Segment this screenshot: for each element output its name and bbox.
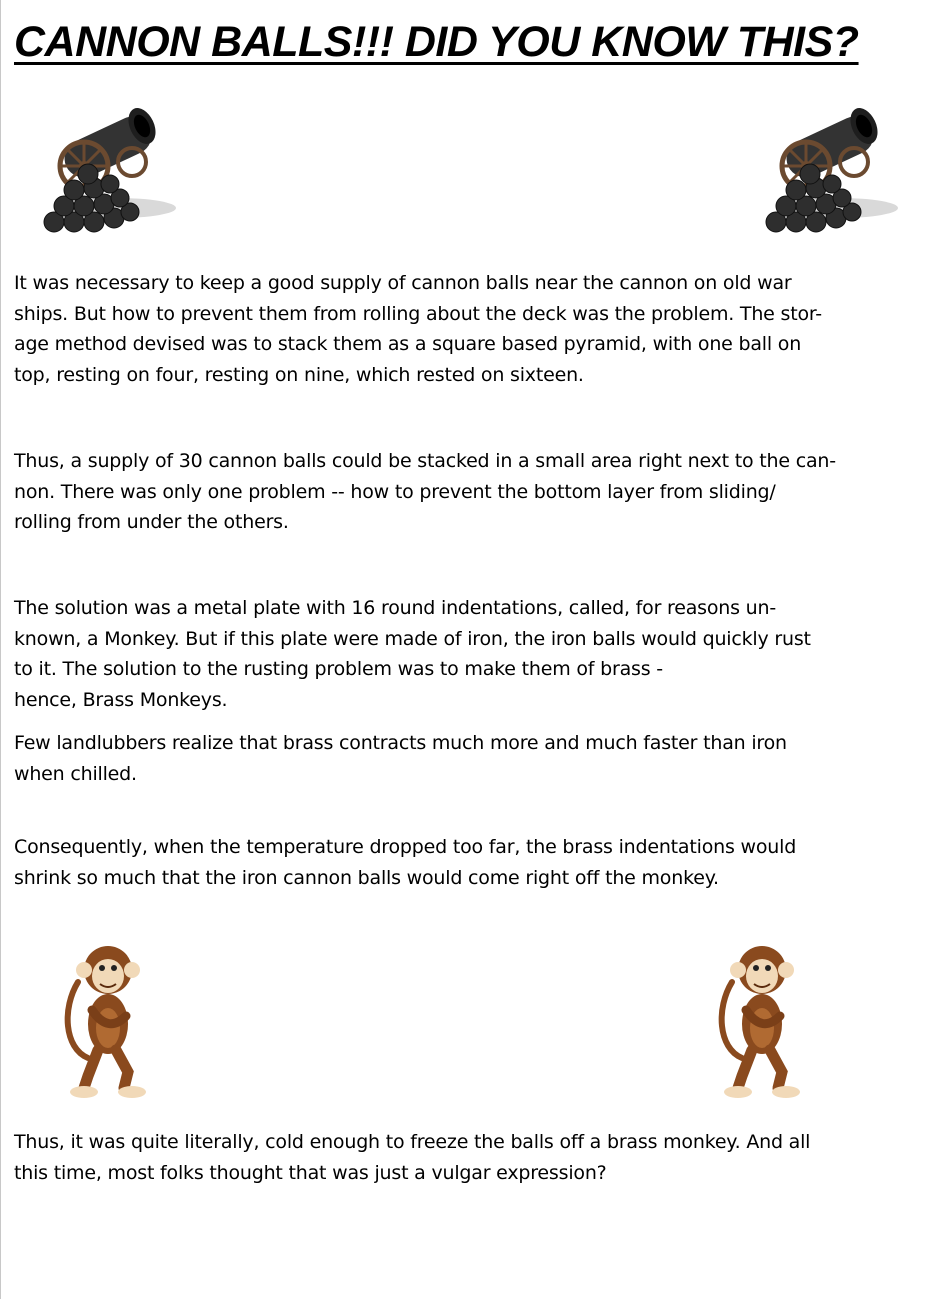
paragraph-brass (14, 728, 926, 789)
paragraph-supply (14, 446, 926, 538)
text-line: top, resting on four, resting on nine, which rested on sixteen. (14, 363, 584, 386)
text-line: shrink so much that the iron cannon balls would come right off the monkey. (14, 866, 719, 889)
paragraph-storage (14, 268, 926, 390)
paragraph-consequence (14, 832, 926, 893)
text-line: to it. The solution to the rusting problem was to make them of brass - (14, 658, 663, 680)
text-line: rolling from under the others. (14, 511, 289, 533)
text-line: known, a Monkey. But if this plate were made of iron, the iron balls would quickly rust (14, 627, 811, 650)
text-line: ships. But how to prevent them from rolling about the deck was the problem. The stor- (14, 302, 822, 325)
text-line: Consequently, when the temperature dropped too far, the brass indentations would (14, 836, 797, 858)
text-line: hence, Brass Monkeys. (14, 688, 228, 711)
cannon-illustration-right (762, 104, 902, 238)
monkey-icon (68, 946, 146, 1098)
monkey-icon (722, 946, 800, 1098)
text-line: Thus, it was quite literally, cold enough to freeze the balls off a brass monkey. And all (14, 1131, 811, 1153)
page-left-border (0, 0, 1, 1299)
text-line: age method devised was to stack them as a square based pyramid, with one ball on (14, 333, 802, 355)
text-line: Few landlubbers realize that brass contracts much more and much faster than iron (14, 732, 787, 754)
text-line: It was necessary to keep a good supply of cannon balls near the cannon on old war (14, 272, 792, 294)
monkey-illustration-right (712, 938, 812, 1104)
cannon-illustration-left (40, 104, 180, 238)
text-line: The solution was a metal plate with 16 round indentations, called, for reasons un- (14, 597, 776, 619)
text-line: when chilled. (14, 762, 137, 785)
paragraph-solution (14, 593, 926, 715)
page-title: CANNON BALLS!!! DID YOU KNOW THIS? (14, 18, 859, 66)
paragraph-conclusion (14, 1127, 926, 1188)
monkey-illustration-left (58, 938, 158, 1104)
text-line: non. There was only one problem -- how to prevent the bottom layer from sliding/ (14, 480, 776, 503)
text-line: Thus, a supply of 30 cannon balls could be stacked in a small area right next to the can- (14, 450, 836, 472)
text-line: this time, most folks thought that was just a vulgar expression? (14, 1161, 607, 1184)
